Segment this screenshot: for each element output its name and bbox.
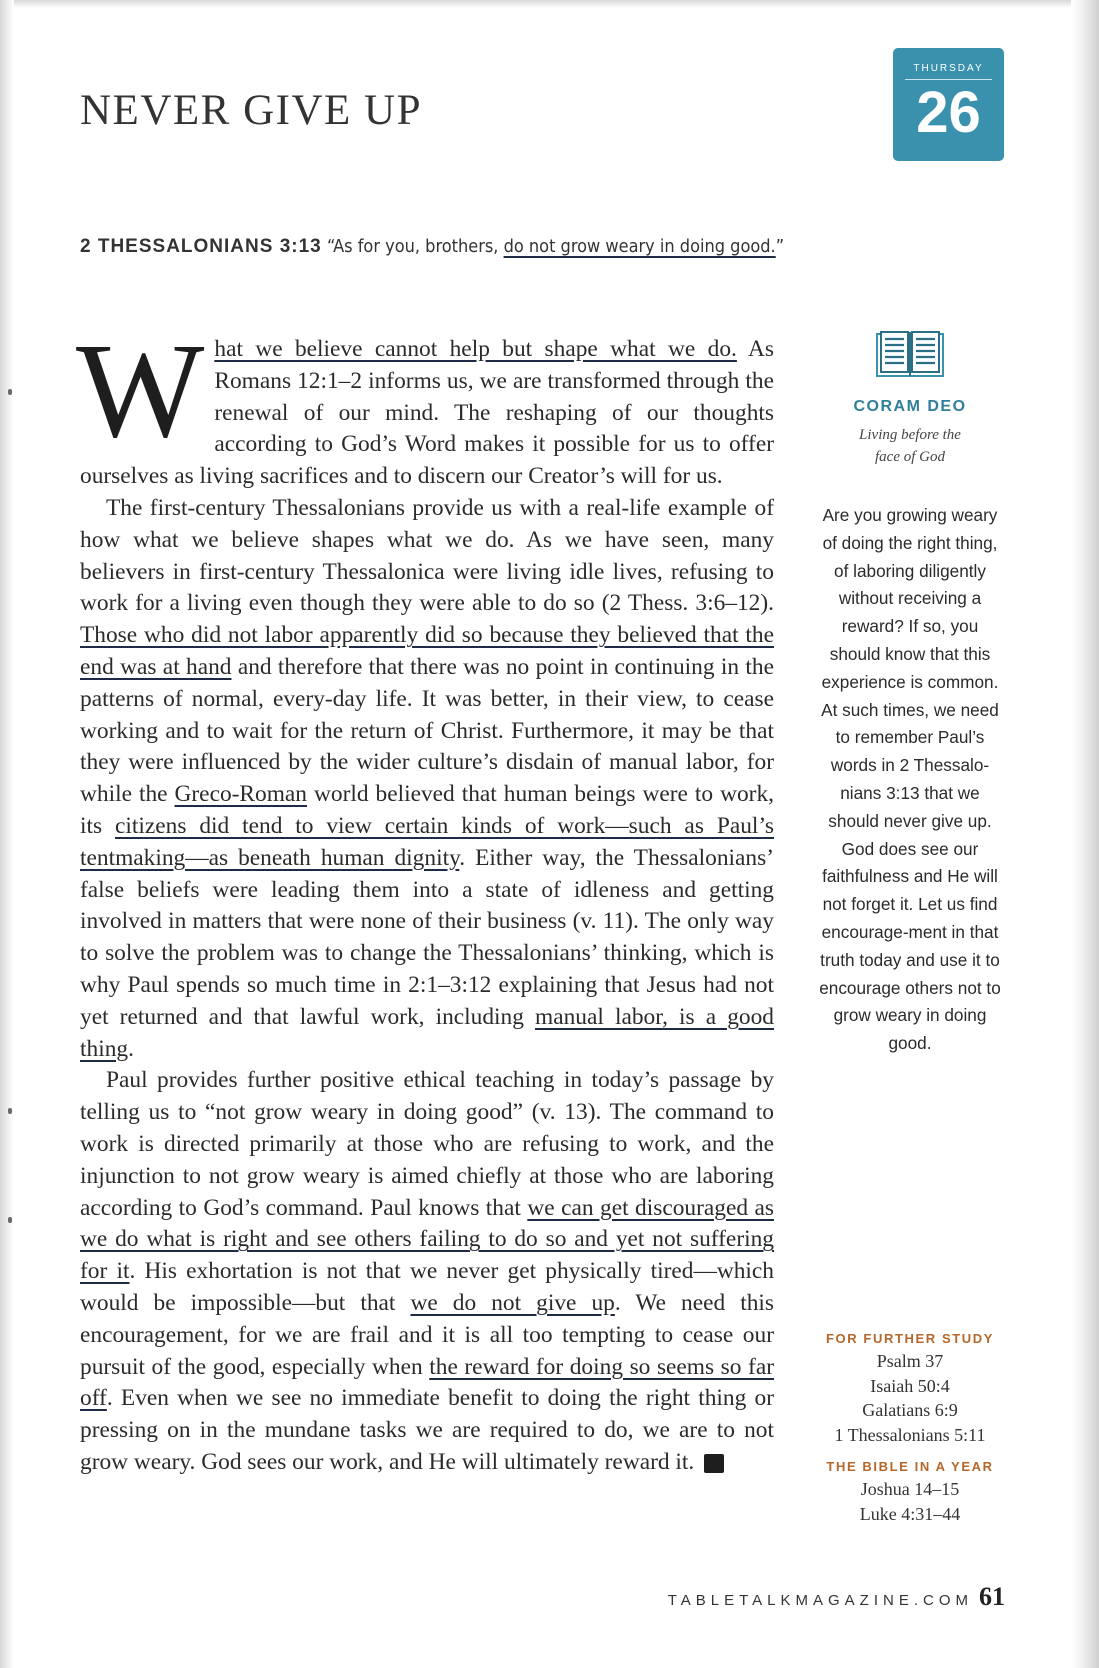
margin-tick: [8, 1217, 12, 1223]
text-run: Paul provides further positive ethical teaching in today’s passage by telling us to “not grow weary in doing good” (v. 13). The command to work is directed primarily at those who are refusing to work, and the injunction to not grow weary is aimed chiefly at those who are laboring according to God’s command. Paul knows that: [80, 1067, 774, 1221]
quote-lead: “As for you, brothers,: [327, 236, 504, 257]
scripture-reference: 2 THESSALONIANS 3:13: [80, 236, 322, 257]
text-run: . His exhortation is not that we never get physically tired—which would be impossible—but that: [80, 1258, 774, 1316]
drop-cap: W: [76, 316, 205, 466]
coram-deo-body: Are you growing weary of doing the right thing, of laboring diligently without receiving a reward? If so, you should know that this experience is common. At such times, we need to remember Paul’s words in 2 Thessalo-nians 3:13 that we should never give up. God does see our faithfulness and He will not forget it. Let us find encourage-ment in that truth today and use it to encourage others not to grow weary in doing good.: [819, 505, 1001, 1054]
further-study-item: Galatians 6:9: [862, 1400, 958, 1420]
bible-in-a-year-heading: THE BIBLE IN A YEAR: [826, 1459, 994, 1474]
coram-subtitle-line-2: face of God: [875, 449, 945, 465]
underlined-phrase: we can get discouraged as we do what is right and see others failing to do so and yet not suffering for it: [80, 1194, 774, 1285]
coram-deo-heading: CORAM DEO: [853, 398, 967, 415]
quote-underlined: do not grow weary in doing good.: [503, 236, 776, 257]
underlined-phrase: the reward for doing so seems so far off: [80, 1353, 774, 1412]
underlined-phrase: Greco-Roman: [174, 781, 307, 808]
day-number: 26: [916, 80, 981, 145]
page-title: NEVER GIVE UP: [80, 87, 422, 134]
tabletalk-end-mark-icon: T: [704, 1454, 724, 1473]
footer-website: TABLETALKMAGAZINE.COM: [667, 1592, 973, 1609]
further-study-item: 1 Thessalonians 5:11: [834, 1424, 986, 1445]
date-badge: [893, 48, 1004, 161]
text-run: The first-century Thessalonians provide us with a real-life example of how what we believe shapes what we do. As we have seen, many believers in first-century Thessalonica were living idle lives, refusing to work for a living even though they were able to do so (2 Thess. 3:6–12).: [80, 494, 774, 617]
open-book-icon: [875, 330, 945, 380]
page-top-edge: [0, 0, 1099, 8]
further-study-item: Psalm 37: [876, 1351, 944, 1371]
coram-deo-sidebar: [815, 330, 1005, 1058]
text-run: world believed that human beings were to work, its: [80, 781, 774, 839]
underlined-phrase: citizens did tend to view certain kinds of work—such as Paul’s tentmaking—as beneath human dignity: [80, 812, 775, 871]
underlined-phrase: Those who did not labor apparently did so because they believed that the end was at hand: [80, 622, 774, 680]
further-study-box: [815, 1331, 1005, 1526]
text-run: . Either way, the Thessalonians’ false beliefs were leading them into a state of idleness and getting involved in matters that were none of their business (v. 11). The only way to solve the problem was to change the Thessalonians’ thinking, which is why Paul spends so much time in 2:1–3:12 explaining that Jesus had not yet returned and that lawful work, including: [80, 844, 774, 1030]
underlined-phrase: manual labor, is a good thing: [80, 1003, 774, 1062]
text-run: . Even when we see no immediate benefit to doing the right thing or pressing on in the mundane tasks we are required to do, we are to not grow weary. God sees our work, and He will ultimately reward it.: [80, 1385, 774, 1475]
article-body: [76, 316, 775, 1479]
underlined-phrase: we do not give up: [410, 1289, 615, 1316]
coram-subtitle-line-1: Living before the: [859, 427, 961, 443]
paragraph-2: [80, 493, 774, 1065]
text-run: As Romans 12:1–2 informs us, we are transformed through the renewal of our mind. The reshaping of our thoughts according to God’s Word makes it possible for us to offer ourselves as living sacrifices and to discern our Creator’s will for us.: [80, 336, 774, 490]
text-run: . We need this encouragement, for we are frail and it is all too tempting to cease our pursuit of the good, especially when: [80, 1289, 774, 1380]
bible-year-item: Luke 4:31–44: [859, 1503, 961, 1524]
page-gutter-left: [0, 0, 14, 1668]
further-study-item: Isaiah 50:4: [870, 1375, 950, 1396]
scripture-line: [80, 236, 880, 258]
day-of-week: THURSDAY: [905, 63, 992, 80]
text-run: and therefore that there was no point in continuing in the patterns of normal, every-day life. It was better, in their view, to cease working and to wait for the return of Christ. Furthermore, it may be that they were influenced by the wider culture’s disdain of manual labor, for while the: [80, 653, 775, 808]
margin-tick: [8, 1108, 12, 1114]
margin-tick: [8, 389, 12, 395]
paragraph-1: [76, 316, 774, 493]
bible-in-a-year-list: [815, 1477, 1005, 1526]
page-footer: [660, 1582, 1005, 1612]
page-number: 61: [979, 1582, 1005, 1611]
text-run: .: [128, 1035, 134, 1062]
scripture-quote: [327, 236, 784, 257]
page-edge-right: [1071, 0, 1099, 1668]
further-study-list: [815, 1349, 1005, 1447]
paragraph-3: [80, 1065, 774, 1478]
further-study-heading: FOR FURTHER STUDY: [825, 1331, 995, 1346]
quote-close: ”: [775, 236, 785, 257]
bible-year-item: Joshua 14–15: [860, 1479, 960, 1499]
coram-deo-subtitle: [815, 424, 1005, 468]
underlined-phrase: hat we believe cannot help but shape what we do.: [214, 336, 737, 362]
